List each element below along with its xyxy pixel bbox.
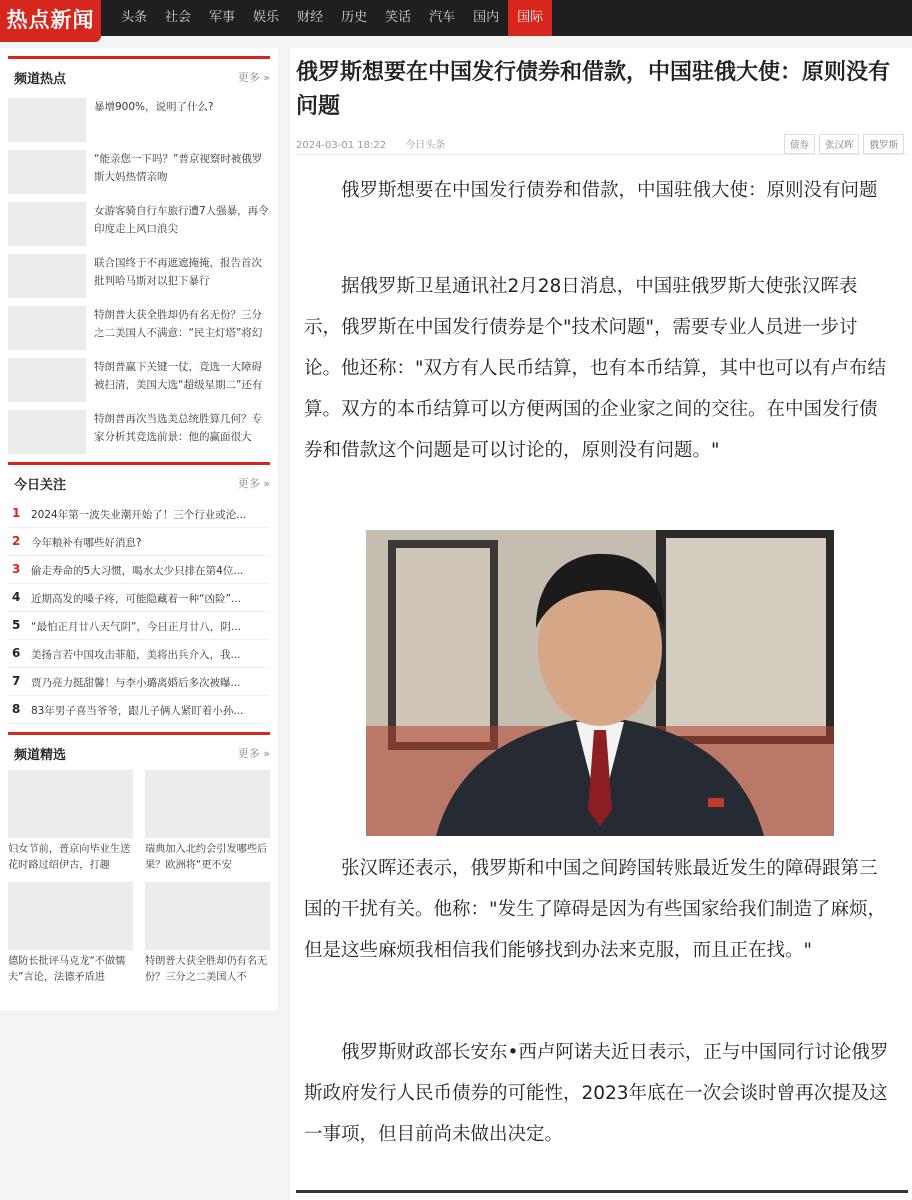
hot-item-thumbnail[interactable] bbox=[8, 410, 86, 454]
article-paragraph: 据俄罗斯卫星通讯社2月28日消息，中国驻俄罗斯大使张汉晖表示，俄罗斯在中国发行债券是个"技术问题"，需要专业人员进一步讨论。他还称："双方有人民币结算，也有本币结算，其中也可以有卢布结算。双方的本币结算可以方便两国的企业家之间的交往。在中国发行债券和借款这个问题是可以讨论的，原则没有问题。" bbox=[304, 276, 887, 461]
ranked-list-item[interactable] bbox=[8, 584, 270, 612]
nav-item-jokes[interactable]: 笑话 bbox=[385, 10, 412, 25]
tag-zhang-hanhui[interactable]: 张汉晖 bbox=[819, 134, 860, 154]
portrait-illustration bbox=[366, 530, 834, 836]
today-more-link[interactable]: 更多 » bbox=[237, 477, 270, 490]
hot-item-title[interactable]: 联合国终于不再遮遮掩掩，报告首次批判哈马斯对以犯下暴行 bbox=[94, 257, 262, 287]
sidebar bbox=[0, 48, 278, 1010]
nav-item-international[interactable]: 国际 bbox=[508, 0, 552, 36]
hot-item[interactable] bbox=[8, 410, 270, 458]
ranked-list-item[interactable] bbox=[8, 612, 270, 640]
featured-card[interactable] bbox=[8, 882, 133, 992]
featured-card-title[interactable]: 德防长批评马克龙“不做懦夫”言论，法德矛盾进 bbox=[8, 956, 126, 983]
featured-card-thumbnail[interactable] bbox=[8, 882, 133, 950]
ranked-list-item[interactable] bbox=[8, 500, 270, 528]
hot-item[interactable] bbox=[8, 202, 270, 250]
rank-number: 6 bbox=[12, 646, 21, 660]
hot-item-thumbnail[interactable] bbox=[8, 306, 86, 350]
hot-item-thumbnail[interactable] bbox=[8, 254, 86, 298]
rank-number: 5 bbox=[12, 618, 21, 632]
rank-title[interactable]: 贾乃亮力挺甜馨！与李小璐离婚后多次被曝... bbox=[31, 677, 241, 689]
featured-card[interactable] bbox=[145, 882, 270, 992]
rank-number: 3 bbox=[12, 562, 21, 576]
tag-russia[interactable]: 俄罗斯 bbox=[863, 134, 904, 154]
rank-number: 1 bbox=[12, 506, 21, 520]
ranked-list-item[interactable] bbox=[8, 668, 270, 696]
rank-title[interactable]: 近期高发的嗓子疼，可能隐藏着一种“凶险”... bbox=[31, 593, 241, 605]
nav-item-finance[interactable]: 财经 bbox=[297, 10, 324, 25]
today-section-title: 今日关注 bbox=[14, 478, 67, 493]
nav-item-entertainment[interactable]: 娱乐 bbox=[253, 10, 280, 25]
hot-item-thumbnail[interactable] bbox=[8, 150, 86, 194]
rank-title[interactable]: 偷走寿命的5大习惯，喝水太少只排在第4位... bbox=[31, 565, 244, 577]
rank-title[interactable]: 今年粮补有哪些好消息? bbox=[31, 537, 142, 549]
article-title: 俄罗斯想要在中国发行债券和借款，中国驻俄大使：原则没有问题 bbox=[296, 60, 891, 119]
nav-item-military[interactable]: 军事 bbox=[209, 10, 236, 25]
nav-item-domestic[interactable]: 国内 bbox=[473, 10, 500, 25]
hot-item-thumbnail[interactable] bbox=[8, 98, 86, 142]
hot-item[interactable] bbox=[8, 150, 270, 198]
hot-item[interactable] bbox=[8, 254, 270, 302]
article bbox=[290, 48, 912, 1200]
hot-section-title: 频道热点 bbox=[14, 72, 67, 87]
hot-item[interactable] bbox=[8, 306, 270, 354]
featured-card-thumbnail[interactable] bbox=[145, 882, 270, 950]
hot-item-thumbnail[interactable] bbox=[8, 358, 86, 402]
picks-more-link[interactable]: 更多 » bbox=[237, 747, 270, 760]
rank-title[interactable]: 2024年第一波失业潮开始了！三个行业或沦... bbox=[31, 509, 247, 521]
rank-number: 4 bbox=[12, 590, 21, 604]
tag-bonds[interactable]: 债券 bbox=[784, 134, 815, 154]
featured-card[interactable] bbox=[145, 770, 270, 880]
featured-card-thumbnail[interactable] bbox=[145, 770, 270, 838]
hot-item-title[interactable]: 特朗普再次当选美总统胜算几何？专家分析其竞选前景：他的赢面很大 bbox=[94, 413, 262, 443]
hot-item-title[interactable]: 特朗普赢下关键一仗，竞选一大障碍被扫清，美国大选“超级星期二”还有 bbox=[94, 361, 263, 391]
rank-title[interactable]: 83年男子喜当爷爷，跟儿子俩人紧盯着小孙... bbox=[31, 705, 244, 717]
hot-more-link[interactable]: 更多 » bbox=[237, 71, 270, 84]
nav-item-society[interactable]: 社会 bbox=[165, 10, 192, 25]
rank-title[interactable]: 美扬言若中国攻击菲船，美将出兵介入，我... bbox=[31, 649, 241, 661]
today-section-header bbox=[8, 462, 270, 500]
featured-card-title[interactable]: 特朗普大获全胜却仍有名无份？三分之二美国人不 bbox=[145, 956, 268, 983]
article-photo bbox=[366, 530, 834, 836]
article-paragraph: 俄罗斯想要在中国发行债券和借款，中国驻俄大使：原则没有问题 bbox=[341, 180, 878, 201]
nav-item-history[interactable]: 历史 bbox=[341, 10, 368, 25]
divider bbox=[296, 154, 908, 155]
hot-item-title[interactable]: 暴增900%，说明了什么? bbox=[94, 101, 214, 113]
article-tags bbox=[784, 134, 904, 154]
picks-section-header bbox=[8, 732, 270, 770]
hot-item-title[interactable]: 女游客骑自行车旅行遭7人强暴，再令印度走上风口浪尖 bbox=[94, 205, 269, 235]
article-paragraph: 俄罗斯财政部长安东•西卢阿诺夫近日表示，正与中国同行讨论俄罗斯政府发行人民币债券的可能性，2023年底在一次会谈时曾再次提及这一事项，但目前尚未做出决定。 bbox=[304, 1042, 889, 1145]
bottom-divider bbox=[296, 1190, 908, 1193]
hot-item-thumbnail[interactable] bbox=[8, 202, 86, 246]
nav-item-headlines[interactable]: 头条 bbox=[121, 10, 148, 25]
rank-title[interactable]: “最怕正月廿八天气阴”，今日正月廿八，阴... bbox=[31, 621, 241, 633]
nav-item-auto[interactable]: 汽车 bbox=[429, 10, 456, 25]
rank-number: 2 bbox=[12, 534, 21, 548]
top-nav-bar bbox=[0, 0, 912, 36]
hot-section-header bbox=[8, 56, 270, 94]
hot-item-title[interactable]: 特朗普大获全胜却仍有名无份？三分之二美国人不满意：“民主灯塔”将幻 bbox=[94, 309, 263, 339]
ranked-list-item[interactable] bbox=[8, 528, 270, 556]
featured-card-thumbnail[interactable] bbox=[8, 770, 133, 838]
article-meta bbox=[296, 136, 445, 151]
rank-number: 8 bbox=[12, 702, 21, 716]
featured-card[interactable] bbox=[8, 770, 133, 880]
hot-item[interactable] bbox=[8, 98, 270, 146]
featured-card-title[interactable]: 妇女节前，普京向毕业生送花时路过绍伊古，打趣 bbox=[8, 844, 131, 871]
hot-item[interactable] bbox=[8, 358, 270, 406]
ranked-list-item[interactable] bbox=[8, 640, 270, 668]
ranked-list-item[interactable] bbox=[8, 556, 270, 584]
article-paragraph: 张汉晖还表示，俄罗斯和中国之间跨国转账最近发生的障碍跟第三国的干扰有关。他称："发生了障碍是因为有些国家给我们制造了麻烦，但是这些麻烦我相信我们能够找到办法来克服，而且正在找。" bbox=[304, 858, 887, 961]
hot-item-title[interactable]: “能亲您一下吗？”普京视察时被俄罗斯大妈热情亲吻 bbox=[94, 153, 263, 183]
picks-section-title: 频道精选 bbox=[14, 748, 67, 763]
channel-nav bbox=[112, 0, 552, 36]
article-date: 2024-03-01 18:22 bbox=[296, 140, 387, 151]
article-source[interactable]: 今日头条 bbox=[405, 140, 446, 151]
site-logo[interactable]: 热点新闻 bbox=[0, 0, 101, 42]
ranked-list-item[interactable] bbox=[8, 696, 270, 724]
featured-card-title[interactable]: 瑞典加入北约会引发哪些后果？欧洲将“更不安 bbox=[145, 844, 268, 871]
rank-number: 7 bbox=[12, 674, 21, 688]
